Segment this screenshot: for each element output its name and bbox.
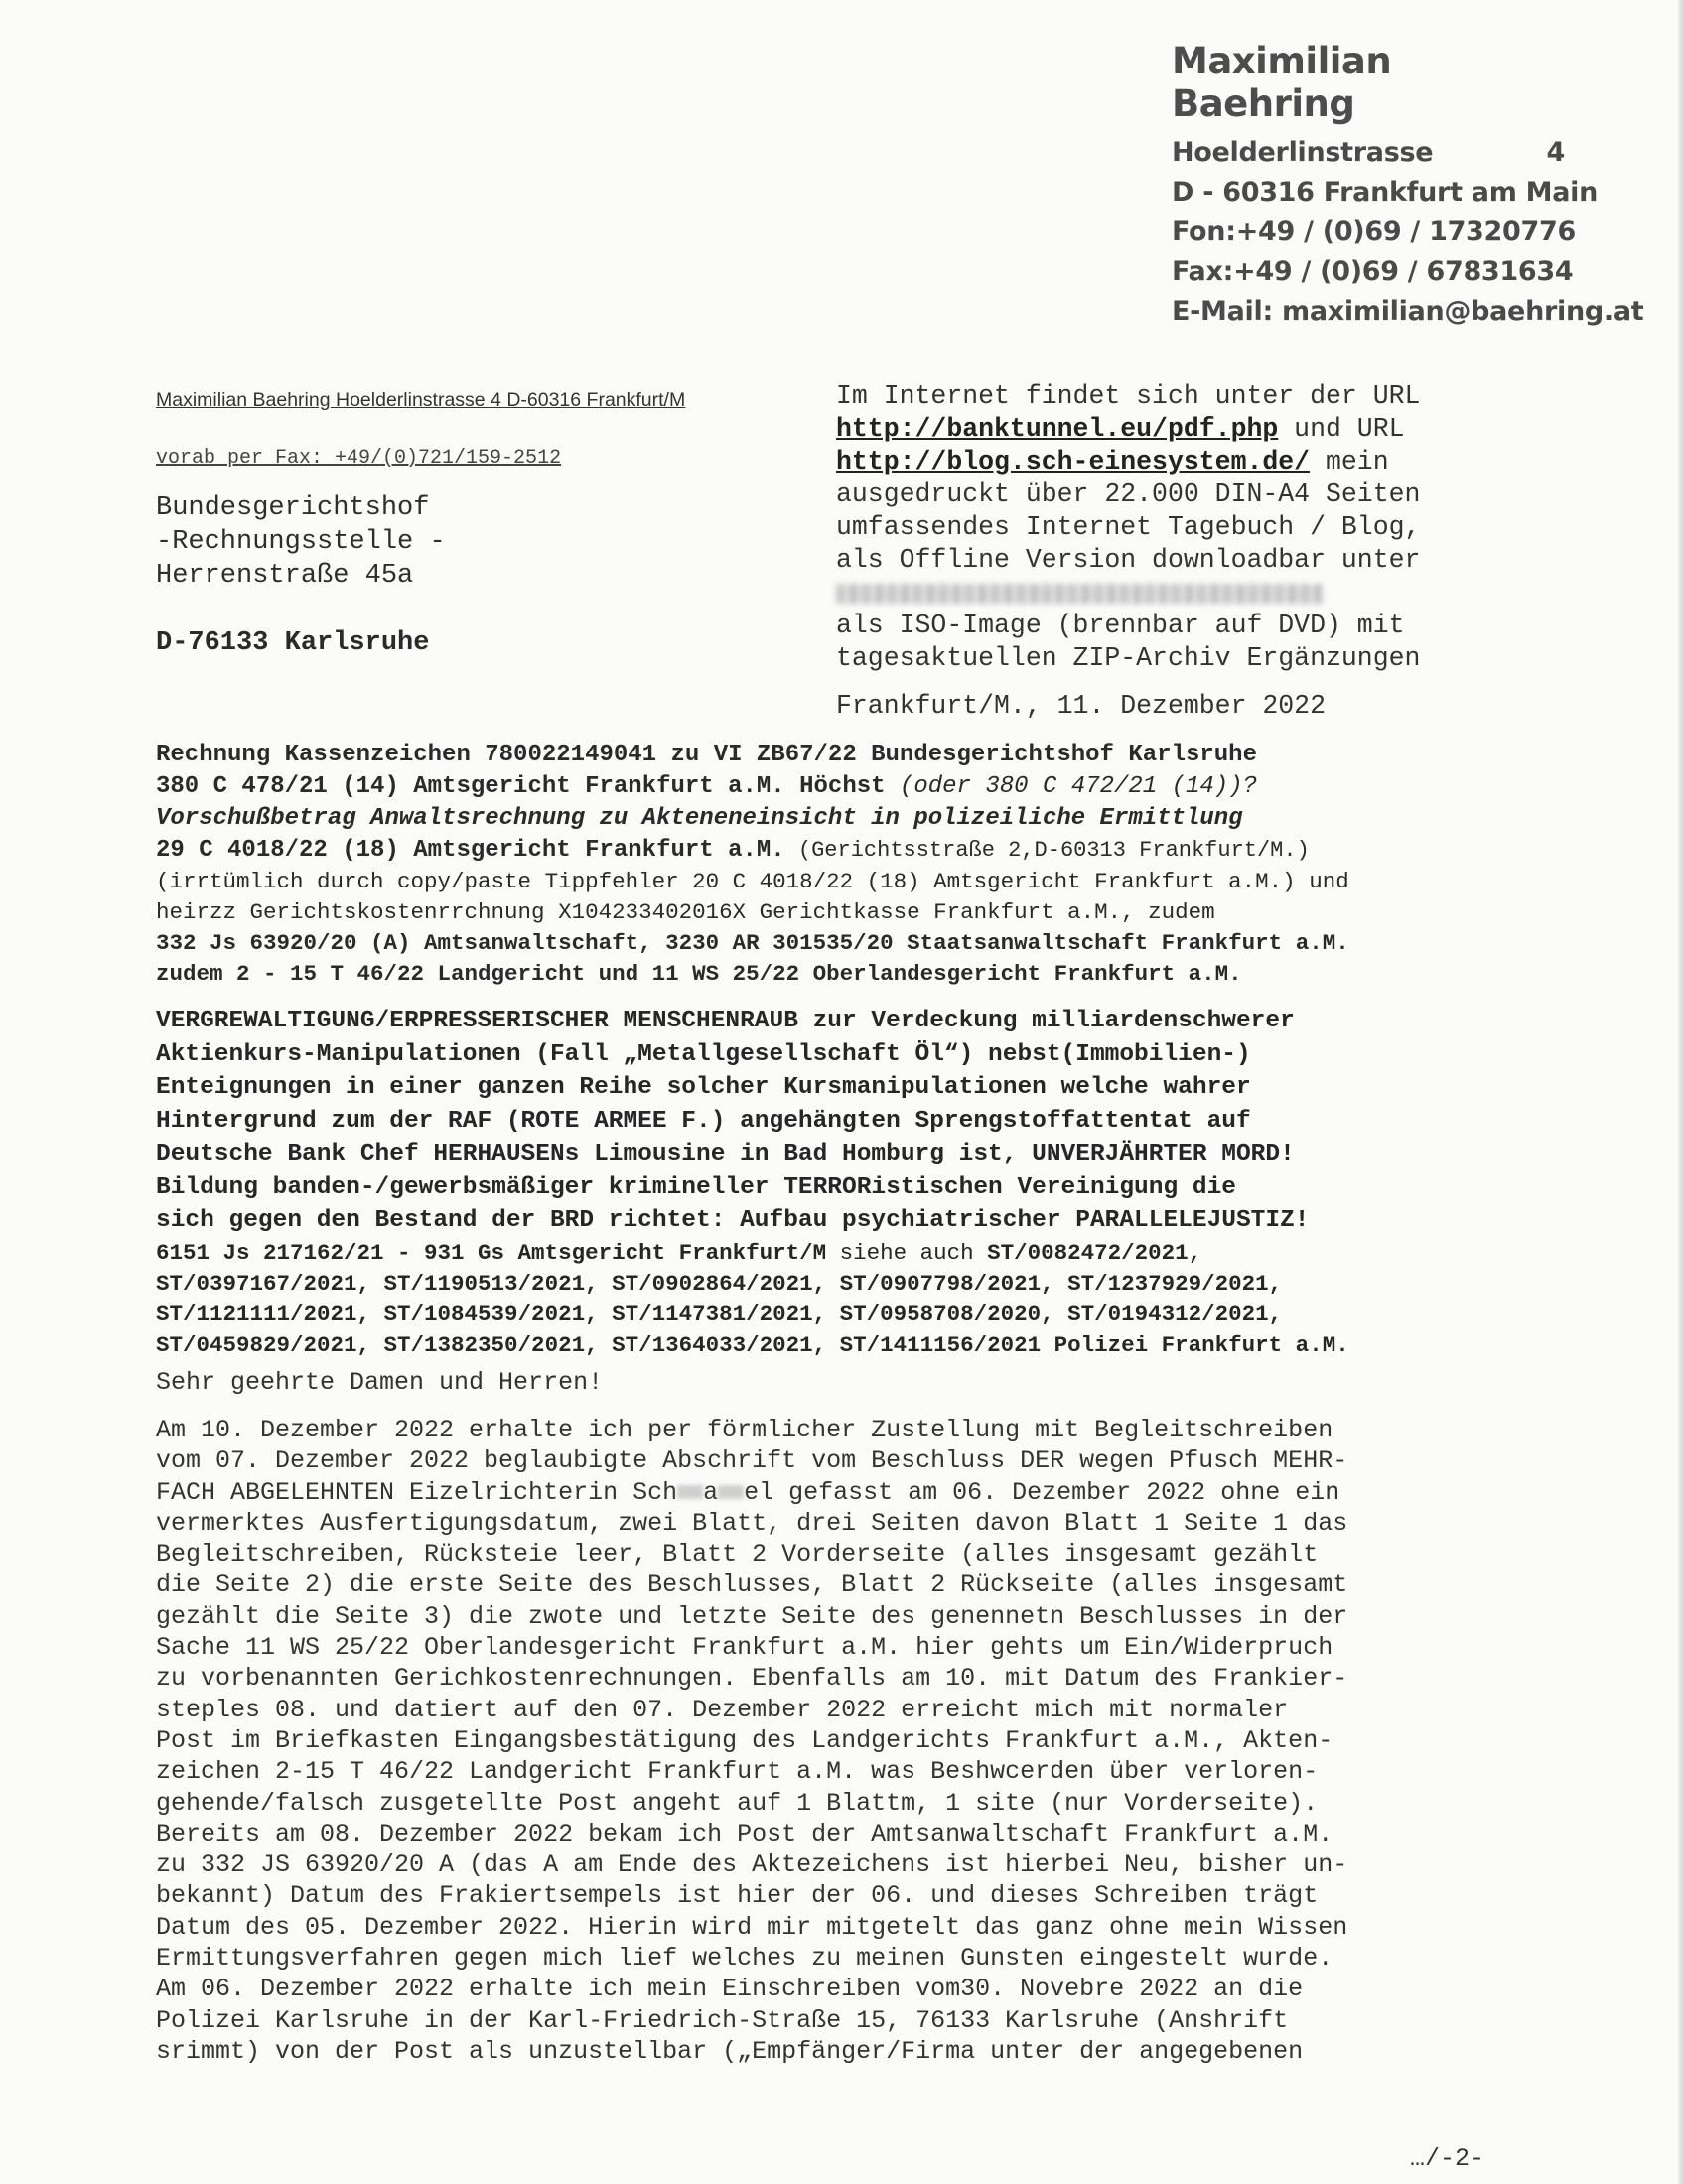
body-line: zeichen 2-15 T 46/22 Landgericht Frankfurt a.M. was Beshwcerden über verloren- [156, 1757, 1319, 1787]
body-line: vom 07. Dezember 2022 beglaubigte Abschrift vom Beschluss DER wegen Pfusch MEHR- [156, 1446, 1348, 1476]
fax-label: Fax: [1172, 256, 1234, 287]
body-line: zu 332 JS 63920/20 A (das A am Ende des Aktezeichens ist hierbei Neu, bisher un- [156, 1850, 1348, 1880]
body-line: die Seite 2) die erste Seite des Beschlusses, Blatt 2 Rückseite (alles insgesamt [156, 1570, 1348, 1600]
url-link[interactable]: http://blog.sch-einesystem.de/ [836, 447, 1311, 477]
subject2-line: ST/0459829/2021, ST/1382350/2021, ST/1364033/2021, ST/1411156/2021 Polizei Frankfurt a.M. [156, 1331, 1349, 1358]
body-line: Datum des 05. Dezember 2022. Hierin wird mir mitgetelt das ganz ohne mein Wissen [156, 1912, 1348, 1942]
house-number: 4 [1546, 137, 1565, 168]
letterhead-street [1172, 133, 1565, 173]
subject-line [156, 959, 1486, 990]
letterhead-fon [1172, 212, 1576, 252]
body-line: Post im Briefkasten Eingangsbestätigung des Landgerichts Frankfurt a.M., Akten- [156, 1725, 1333, 1755]
body-line: Am 10. Dezember 2022 erhalte ich per förmlicher Zustellung mit Begleitschreiben [156, 1416, 1333, 1444]
body-line: Sache 11 WS 25/22 Oberlandesgericht Frankfurt a.M. hier gehts um Ein/Widerpruch [156, 1633, 1333, 1663]
subject2-line: ST/1121111/2021, ST/1084539/2021, ST/1147381/2021, ST/0958708/2020, ST/0194312/2021, [156, 1300, 1283, 1327]
letterhead-city: D - 60316 Frankfurt am Main [1172, 177, 1598, 207]
redaction [677, 1485, 703, 1499]
subject-block [156, 740, 1486, 990]
subject-text: Staatsanwaltschaft Frankfurt a.M. [907, 930, 1349, 956]
subject-line: heirzz Gerichtskostenrrchnung X104233402016X Gerichtkasse Frankfurt a.M., zudem [156, 899, 1215, 925]
body-line: vermerktes Ausfertigungsdatum, zwei Blatt, drei Seiten davon Blatt 1 Seite 1 das [156, 1508, 1348, 1538]
info-text: und URL [1278, 414, 1405, 444]
letterhead [1172, 40, 1644, 332]
body-text-part: a [703, 1477, 719, 1507]
subject-text: zudem 2 - 15 T 46/22 Landgericht und 11 WS 25/22 Oberlandesgericht Frankfurt a.M. [156, 961, 1242, 987]
recipient-address [156, 491, 446, 593]
subject2-line: Hintergrund zum der RAF (ROTE ARMEE F.) angehängten Sprengstoffattentat auf [156, 1107, 1251, 1135]
subject-text: (oder 380 C 472/21 (14))? [885, 773, 1257, 800]
subject-text: 332 Js 63920/20 (A) Amtsanwaltschaft, 3230 AR 301535/20 [156, 930, 908, 956]
subject-text: 29 C 4018/22 (18) Amtsgericht Frankfurt a.M. [156, 837, 785, 864]
info-line: als ISO-Image (brennbar auf DVD) mit [836, 611, 1405, 640]
subject-text: (Gerichtsstraße 2,D-60313 Frankfurt/M.) [784, 838, 1310, 863]
fax-notice: vorab per Fax: +49/(0)721/159-2512 [156, 447, 562, 470]
recipient-line-3: Herrenstraße 45a [156, 561, 414, 591]
fax-number: +49 / (0)69 / 67831634 [1233, 256, 1574, 287]
info-line: umfassendes Internet Tagebuch / Blog, [836, 512, 1421, 542]
sender-return-address: Maximilian Baehring Hoelderlinstrasse 4 D-60316 Frankfurt/M [156, 389, 686, 411]
date-line: Frankfurt/M., 11. Dezember 2022 [836, 691, 1326, 721]
body-line [156, 1477, 1486, 1508]
body-line: srimmt) von der Post als unzustellbar („Empfänger/Firma unter der angegebenen [156, 2036, 1304, 2066]
letterhead-fax [1172, 252, 1574, 292]
page-continuation: …/-2- [1410, 2144, 1485, 2173]
fon-label: Fon: [1172, 216, 1236, 247]
recipient-line-2: -Rechnungsstelle - [156, 527, 446, 557]
street-name: Hoelderlinstrasse [1172, 137, 1434, 168]
body-line: bekannt) Datum des Frakiertsempels ist hier der 06. und dieses Schreiben trägt [156, 1881, 1319, 1911]
body-line: Bereits am 08. Dezember 2022 bekam ich Post der Amtsanwaltschaft Frankfurt a.M. [156, 1819, 1333, 1848]
subject2-line: VERGREWALTIGUNG/ERPRESSERISCHER MENSCHENRAUB zur Verdeckung milliardenschwerer [156, 1008, 1295, 1034]
info-text: mein [1310, 447, 1389, 477]
subject-line [156, 803, 1486, 835]
body-text-part: el gefasst am 06. Dezember 2022 ohne ein [744, 1477, 1340, 1507]
salutation: Sehr geehrte Damen und Herren! [156, 1368, 604, 1397]
subject-line [156, 771, 1486, 803]
fon-number: +49 / (0)69 / 17320776 [1235, 216, 1576, 247]
subject2-line: Aktienkurs-Manipulationen (Fall „Metallgesellschaft Öl“) nebst(Immobilien-) [156, 1040, 1251, 1068]
subject-block-2 [156, 1005, 1486, 1361]
subject-line [156, 740, 1486, 771]
url-link[interactable]: http://banktunnel.eu/pdf.php [836, 414, 1279, 444]
subject2-text: siehe auch [826, 1239, 988, 1266]
info-block [836, 380, 1491, 675]
subject-text: Rechnung Kassenzeichen 780022149041 zu VI ZB67/22 Bundesgerichtshof Karlsruhe [156, 742, 1257, 768]
subject2-line: Deutsche Bank Chef HERHAUSENs Limousine in Bad Homburg ist, UNVERJÄHRTER MORD! [156, 1141, 1295, 1167]
subject-line [156, 928, 1486, 959]
recipient-line-1: Bundesgerichtshof [156, 493, 430, 523]
subject2-text: ST/0082472/2021, [987, 1239, 1202, 1266]
info-line: Im Internet findet sich unter der URL [836, 381, 1421, 411]
info-line [836, 577, 1491, 610]
info-line [836, 446, 1491, 478]
body-text-part: FACH ABGELEHNTEN Eizelrichterin Sch [156, 1477, 678, 1507]
body-line: Am 06. Dezember 2022 erhalte ich mein Einschreiben vom30. Novebre 2022 an die [156, 1975, 1304, 2004]
subject2-line: sich gegen den Bestand der BRD richtet: Aufbau psychiatrischer PARALLELEJUSTIZ! [156, 1207, 1310, 1234]
subject2-line [156, 1238, 1486, 1269]
subject-line [156, 835, 1486, 867]
info-line [836, 413, 1491, 446]
subject2-line: ST/0397167/2021, ST/1190513/2021, ST/0902864/2021, ST/0907798/2021, ST/1237929/2021, [156, 1270, 1283, 1297]
subject-text: 380 C 478/21 (14) Amtsgericht Frankfurt a.M. Höchst [156, 773, 886, 800]
body-text [156, 1415, 1486, 2067]
page-edge [1678, 0, 1684, 2184]
body-line: steples 08. und datiert auf den 07. Dezember 2022 erreicht mich mit normaler [156, 1695, 1289, 1724]
subject-text: Vorschußbetrag Anwaltsrechnung zu Akteneneinsicht in polizeiliche Ermittlung [156, 805, 1243, 832]
redaction [718, 1485, 744, 1499]
body-line: Ermittungsverfahren gegen mich lief welches zu meinen Gunsten eingestelt wurde. [156, 1944, 1333, 1974]
subject2-line: Bildung banden-/gewerbsmäßiger krimineller TERRORistischen Vereinigung die [156, 1173, 1236, 1201]
body-line: gezählt die Seite 3) die zwote und letzte Seite des genennetn Beschlusses in der [156, 1601, 1348, 1631]
letterhead-name: Maximilian Baehring [1172, 40, 1392, 125]
subject2-line: Enteignungen in einer ganzen Reihe solcher Kursmanipulationen welche wahrer [156, 1074, 1251, 1101]
body-line: Begleitschreiben, Rücksteie leer, Blatt 2 Vorderseite (alles insgesamt gezählt [156, 1540, 1319, 1570]
letterhead-email: E-Mail: maximilian@baehring.at [1172, 296, 1644, 327]
info-line: als Offline Version downloadbar unter [836, 545, 1421, 575]
redacted-url [836, 584, 1323, 604]
recipient-city: D-76133 Karlsruhe [156, 628, 430, 658]
info-line: tagesaktuellen ZIP-Archiv Ergänzungen [836, 643, 1421, 673]
body-line: Polizei Karlsruhe in der Karl-Friedrich-Straße 15, 76133 Karlsruhe (Anshrift [156, 2005, 1289, 2035]
subject-line: (irrtümlich durch copy/paste Tippfehler 20 C 4018/22 (18) Amtsgericht Frankfurt a.M.) und [156, 869, 1349, 894]
info-line: ausgedruckt über 22.000 DIN-A4 Seiten [836, 479, 1421, 509]
subject2-text: 6151 Js 217162/21 - 931 Gs Amtsgericht Frankfurt/M [156, 1239, 827, 1266]
body-line: gehende/falsch zusgetellte Post angeht auf 1 Blattm, 1 site (nur Vorderseite). [156, 1788, 1319, 1818]
body-line: zu vorbenannten Gerichkostenrechnungen. Ebenfalls am 10. mit Datum des Frankier- [156, 1664, 1348, 1694]
